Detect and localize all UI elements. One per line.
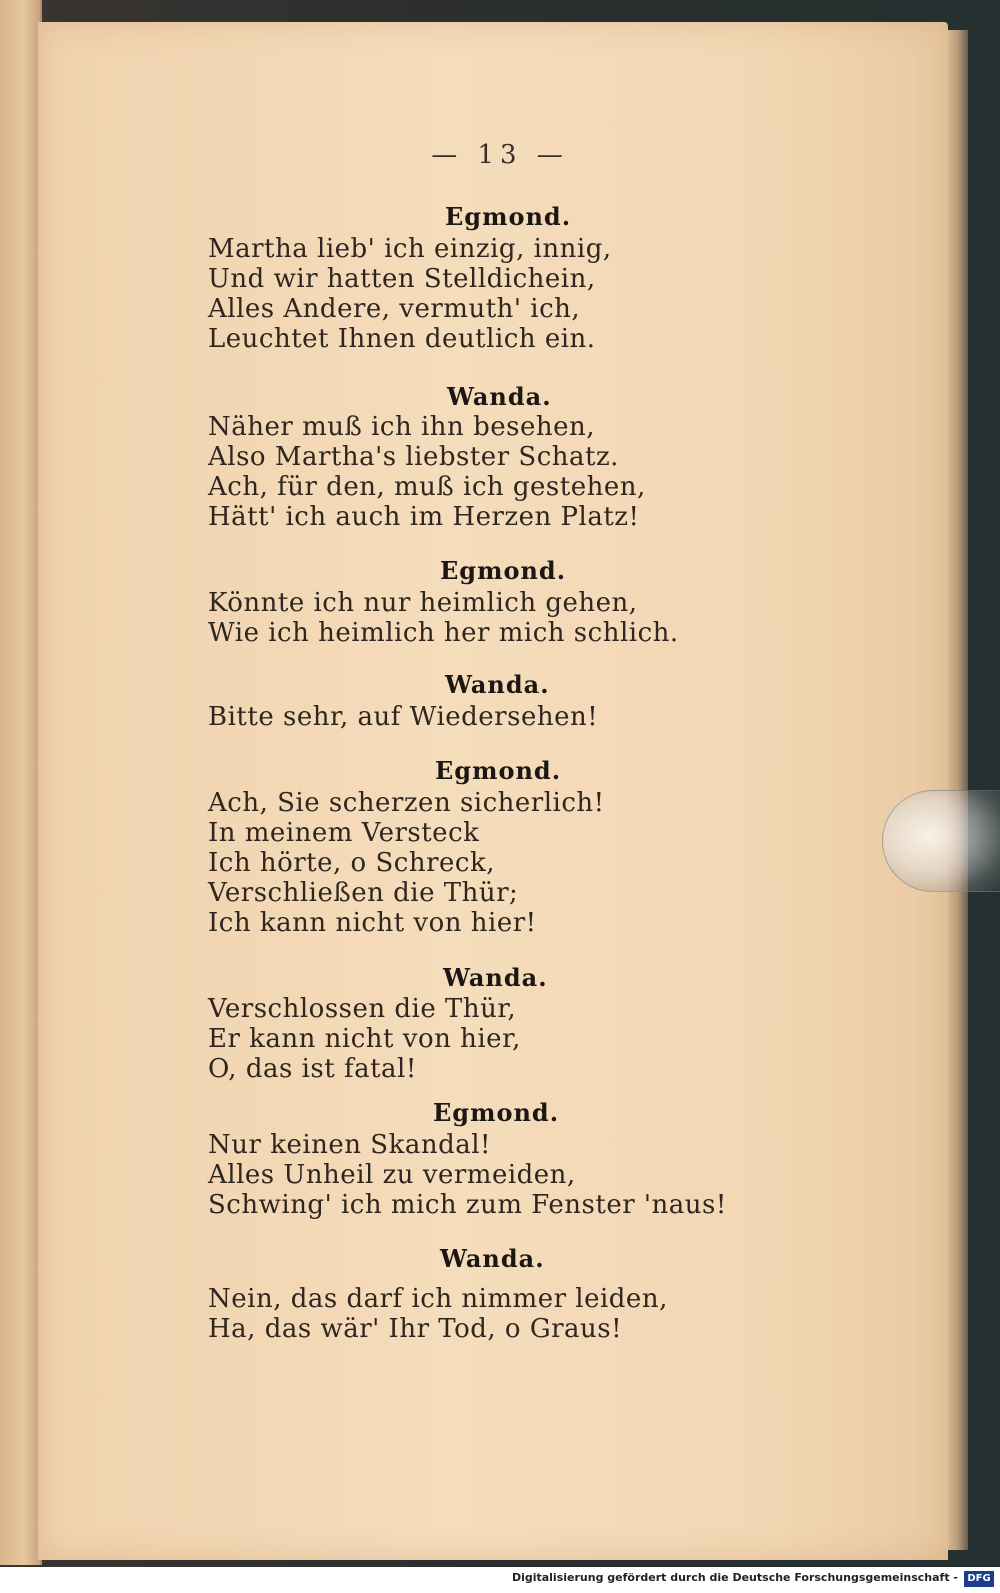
speaker-name: Wanda.	[445, 670, 550, 699]
verse-line: Hätt' ich auch im Herzen Platz!	[208, 502, 640, 532]
verse-line: O, das ist fatal!	[208, 1054, 417, 1084]
speaker-name: Egmond.	[445, 202, 572, 231]
verse-line: Verschlossen die Thür,	[208, 994, 517, 1024]
speaker-name: Wanda.	[443, 963, 548, 992]
footer-credit: Digitalisierung gefördert durch die Deutsche Forschungsgemeinschaft -	[511, 1571, 958, 1584]
verse-line: Schwing' ich mich zum Fenster 'naus!	[208, 1190, 727, 1220]
page-number: — 13 —	[431, 140, 569, 170]
verse-line: Ach, Sie scherzen sicherlich!	[208, 788, 605, 818]
verse-line: Ha, das wär' Ihr Tod, o Graus!	[208, 1314, 623, 1344]
verse-line: Ach, für den, muß ich gestehen,	[208, 472, 646, 502]
glass-page-weight	[882, 790, 1000, 892]
footer-bar	[0, 1567, 1000, 1593]
verse-line: Verschließen die Thür;	[208, 878, 519, 908]
verse-line: Alles Unheil zu vermeiden,	[208, 1160, 576, 1190]
verse-block	[208, 788, 605, 938]
verse-block	[208, 234, 612, 354]
verse-line: Leuchtet Ihnen deutlich ein.	[208, 324, 596, 354]
verse-line: Also Martha's liebster Schatz.	[208, 442, 619, 472]
verse-block	[208, 1130, 727, 1220]
verse-line: Näher muß ich ihn besehen,	[208, 412, 595, 442]
verse-line: Martha lieb' ich einzig, innig,	[208, 234, 612, 264]
left-page-edge	[0, 0, 42, 1565]
verse-block	[208, 412, 646, 532]
speaker-name: Wanda.	[440, 1244, 545, 1273]
verse-block	[208, 702, 598, 732]
verse-line: Ich kann nicht von hier!	[208, 908, 537, 938]
speaker-name: Wanda.	[447, 382, 552, 411]
verse-block	[208, 994, 521, 1084]
dfg-logo-icon: DFG	[964, 1571, 994, 1587]
verse-line: Ich hörte, o Schreck,	[208, 848, 495, 878]
verse-line: In meinem Versteck	[208, 818, 480, 848]
verse-line: Könnte ich nur heimlich gehen,	[208, 588, 638, 618]
verse-line: Er kann nicht von hier,	[208, 1024, 521, 1054]
verse-line: Bitte sehr, auf Wiedersehen!	[208, 702, 599, 732]
verse-block	[208, 1284, 668, 1344]
verse-line: Alles Andere, vermuth' ich,	[208, 294, 581, 324]
speaker-name: Egmond.	[440, 556, 567, 585]
verse-line: Nein, das darf ich nimmer leiden,	[208, 1284, 668, 1314]
verse-line: Wie ich heimlich her mich schlich.	[208, 618, 679, 648]
speaker-name: Egmond.	[435, 756, 562, 785]
verse-line: Nur keinen Skandal!	[208, 1130, 492, 1160]
speaker-name: Egmond.	[433, 1098, 560, 1127]
verse-block	[208, 588, 679, 648]
verse-line: Und wir hatten Stelldichein,	[208, 264, 596, 294]
